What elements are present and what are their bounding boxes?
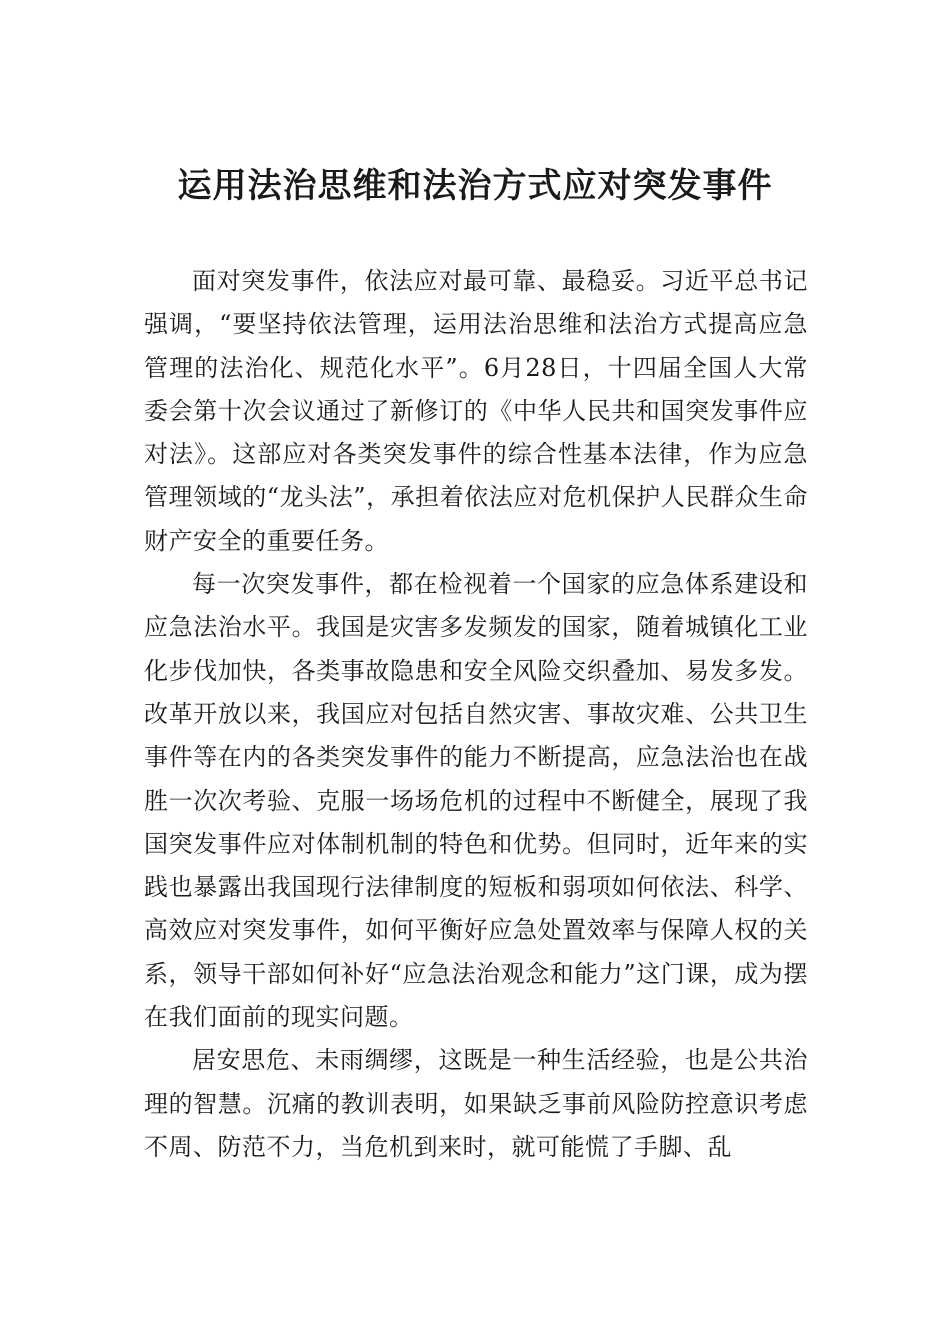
paragraph-3: 居安思危、未雨绸缪，这既是一种生活经验，也是公共治理的智慧。沉痛的教训表明，如果缺乏事前风险防控意识考虑不周、防范不力，当危机到来时，就可能慌了手脚、乱 — [144, 1046, 808, 1161]
paragraph-2: 每一次突发事件，都在检视着一个国家的应急体系建设和应急法治水平。我国是灾害多发频发的国家，随着城镇化工业化步伐加快，各类事故隐患和安全风险交织叠加、易发多发。改革开放以来，我国应对包括自然灾害、事故灾难、公共卫生事件等在内的各类突发事件的能力不断提高，应急法治也在战胜一次次考验、克服一场场危机的过程中不断健全，展现了我国突发事件应对体制机制的特色和优势。但同时，近年来的实践也暴露出我国现行法律制度的短板和弱项如何依法、科学、高效应对突发事件，如何平衡好应急处置效率与保障人权的关系，领导干部如何补好“应急法治观念和能力”这门课，成为摆在我们面前的现实问题。 — [144, 570, 808, 1032]
document-title: 运用法治思维和法治方式应对突发事件 — [177, 166, 773, 206]
document-body — [144, 260, 808, 1169]
paragraph-1: 面对突发事件，依法应对最可靠、最稳妥。习近平总书记强调，“要坚持依法管理，运用法治思维和法治方式提高应急管理的法治化、规范化水平”。6月28日，十四届全国人大常委会第十次会议通过了新修订的《中华人民共和国突发事件应对法》。这部应对各类突发事件的综合性基本法律，作为应急管理领域的“龙头法”，承担着依法应对危机保护人民群众生命财产安全的重要任务。 — [144, 267, 808, 555]
